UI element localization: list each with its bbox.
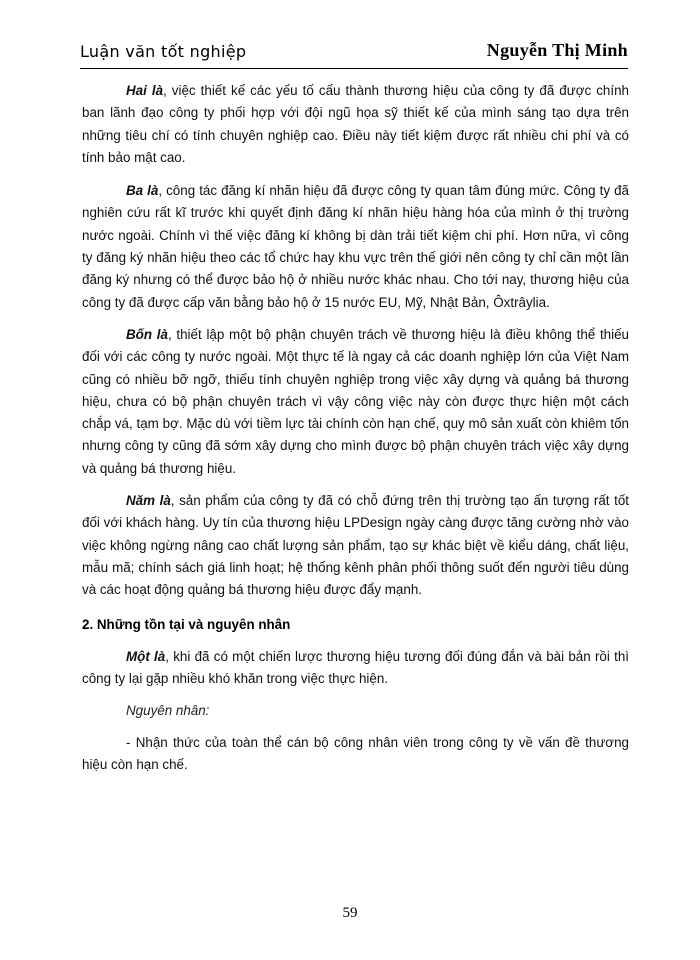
paragraph-mot-la xyxy=(82,646,629,691)
paragraph-text: , thiết lập một bộ phận chuyên trách về thương hiệu là điều không thể thiếu đối với các công ty nước ngoài. Một thực tế là ngay cả các doanh nghiệp lớn của Việt Nam cũng có nhiều bỡ ngỡ, thiếu tính chuyên nghiệp trong việc xây dựng và quảng bá thương hiệu, chưa có bộ phận chuyên trách vì vậy công việc này còn được thực hiện một cách chắp vá, tạm bợ. Mặc dù với tiềm lực tài chính còn hạn chế, quy mô sản xuất còn khiêm tốn nhưng công ty cũng đã sớm xây dựng cho mình được bộ phận chuyên trách việc xây dựng và quảng bá thương hiệu. xyxy=(82,326,629,476)
page-body xyxy=(82,80,629,777)
paragraph-text: , sản phẩm của công ty đã có chỗ đứng trên thị trường tạo ấn tượng rất tốt đối với khách hàng. Uy tín của thương hiệu LPDesign ngày càng được tăng cường nhờ vào việc không ngừng nâng cao chất lượng sản phẩm, tạo sự khác biệt về kiểu dáng, chất liệu, mẫu mã; chính sách giá linh hoạt; hệ thống kênh phân phối thông suốt đến người tiêu dùng và các hoạt động quảng bá thương hiệu được đẩy mạnh. xyxy=(82,493,629,598)
page-header xyxy=(80,36,628,69)
paragraph-lead: Một là xyxy=(126,648,166,664)
header-thesis-label: Luận văn tốt nghiệp xyxy=(80,42,247,61)
paragraph-ba-la xyxy=(82,180,629,314)
paragraph-text: , công tác đăng kí nhãn hiệu đã được công ty quan tâm đúng mức. Công ty đã nghiên cứu rất kĩ trước khi quyết định đăng kí nhãn hiệu hàng hóa của mình ở thị trường nước ngoài. Chính vì thế việc đăng kí không bị dàn trải tiết kiệm chi phí. Hơn nữa, vì công ty đăng ký nhãn hiệu theo các tổ chức hay khu vực trên thế giới nên công ty chỉ cần một lần đăng ký nhưng có thể được bảo hộ ở nhiều nước khác nhau. Cho tới nay, thương hiệu của công ty đã được cấp văn bằng bảo hộ ở 15 nước EU, Mỹ, Nhật Bản, Ôxtrâylia. xyxy=(82,183,630,310)
section-heading: 2. Những tồn tại và nguyên nhân xyxy=(82,616,291,632)
paragraph-lead: Ba là xyxy=(126,183,159,199)
paragraph-lead: Hai là xyxy=(126,83,164,98)
paragraph-hai-la xyxy=(82,80,629,169)
paragraph-nam-la xyxy=(82,490,629,601)
header-author-name: Nguyễn Thị Minh xyxy=(486,40,628,60)
paragraph-text: , khi đã có một chiến lược thương hiệu tương đối đúng đắn và bài bản rồi thì công ty lại gặp nhiều khó khăn trong việc thực hiện. xyxy=(82,648,629,686)
reason-item: - Nhận thức của toàn thể cán bộ công nhân viên trong công ty về vấn đề thương hiệu còn hạn chế. xyxy=(82,735,629,773)
paragraph-bon-la xyxy=(82,324,629,480)
reason-label: Nguyên nhân: xyxy=(126,703,210,719)
paragraph-lead: Năm là xyxy=(126,493,171,509)
page-number: 59 xyxy=(342,905,358,921)
paragraph-text: , việc thiết kế các yếu tố cấu thành thương hiệu của công ty đã được chính ban lãnh đạo công ty phối hợp với đội ngũ họa sỹ thiết kế của mình sáng tạo dựa trên những tiêu chí có tính chuyên nghiệp cao. Điều này tiết kiệm được rất nhiều chi phí và có tính bảo mật cao. xyxy=(82,83,629,165)
paragraph-lead: Bốn là xyxy=(126,326,168,342)
